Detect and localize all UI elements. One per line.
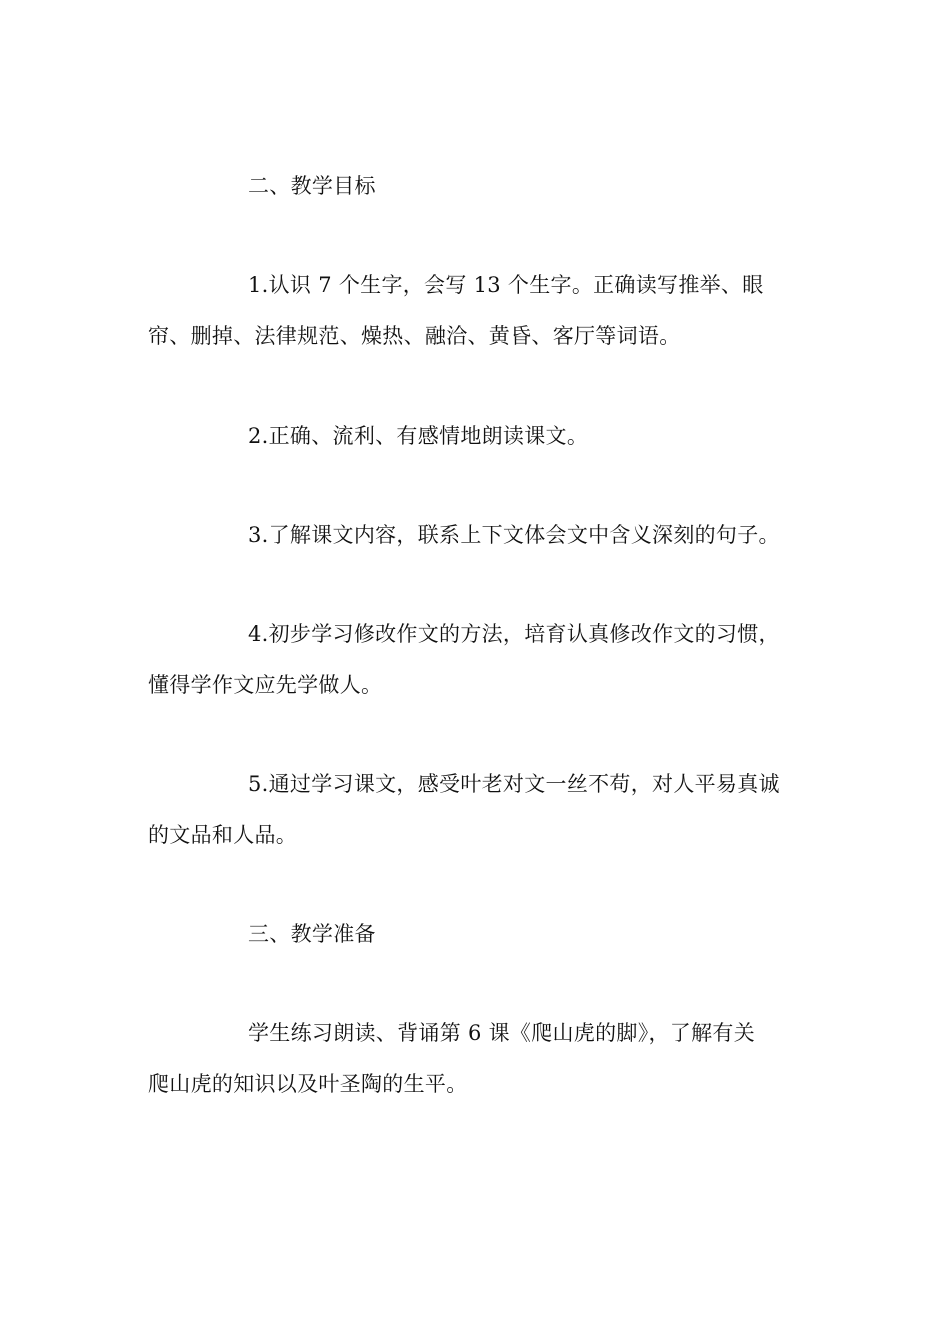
prep-line-1: 学生练习朗读、背诵第 6 课《爬山虎的脚》，了解有关 xyxy=(248,1021,756,1045)
goal-1-line-1: 1.认识 7 个生字，会写 13 个生字。正确读写推举、眼 xyxy=(248,273,764,297)
section-heading-teaching-prep: 三、教学准备 xyxy=(248,922,376,946)
goal-3: 3.了解课文内容，联系上下文体会文中含义深刻的句子。 xyxy=(248,523,780,547)
goal-4-line-1: 4.初步学习修改作文的方法，培育认真修改作文的习惯， xyxy=(248,622,780,646)
prep-line-2: 爬山虎的知识以及叶圣陶的生平。 xyxy=(148,1072,468,1096)
goal-5-line-1: 5.通过学习课文，感受叶老对文一丝不苟，对人平易真诚 xyxy=(248,772,780,796)
goal-4-line-2: 懂得学作文应先学做人。 xyxy=(148,673,383,697)
goal-2: 2.正确、流利、有感情地朗读课文。 xyxy=(248,424,589,448)
section-heading-teaching-goals: 二、教学目标 xyxy=(248,174,376,198)
goal-1-line-2: 帘、删掉、法律规范、燥热、融洽、黄昏、客厅等词语。 xyxy=(148,324,681,348)
goal-5-line-2: 的文品和人品。 xyxy=(148,823,298,847)
